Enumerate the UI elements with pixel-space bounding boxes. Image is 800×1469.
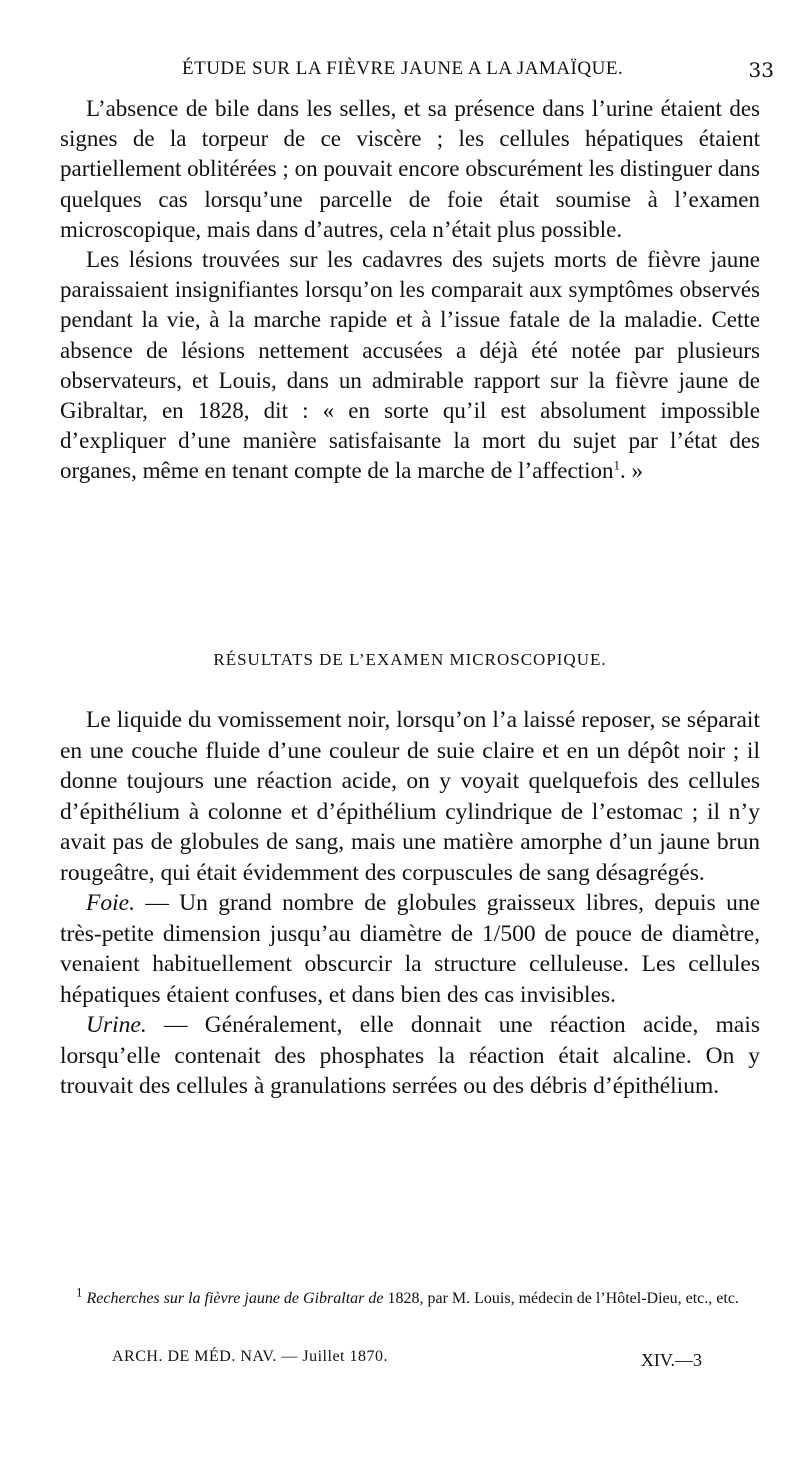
footnote-rest: 1828, par M. Louis, médecin de l’Hôtel-Dieu, etc., etc.	[383, 1290, 739, 1307]
page-footer	[112, 1348, 702, 1372]
running-title: ÉTUDE SUR LA FIÈVRE JAUNE A LA JAMAÏQUE.	[182, 58, 624, 79]
printer-signature: XIV.—3	[640, 1350, 702, 1370]
closing-quote: . »	[619, 458, 643, 484]
journal-info: ARCH. DE MÉD. NAV. — Juillet 1870.	[112, 1348, 388, 1365]
footnote-1	[60, 1284, 770, 1309]
running-header	[60, 58, 780, 86]
foie-label: Foie.	[86, 890, 135, 916]
section-clinical-text	[60, 94, 760, 487]
footnote-reference: 1	[613, 457, 620, 473]
footnote-marker: 1	[76, 1284, 83, 1300]
foie-text: — Un grand nombre de globules graisseux libres, depuis une très-petite dimension jusqu’au diamètre de 1/500 de pouce de diamètre, venaient habituellement obscurcir la structure celluleuse. Les cellules hépatiques étaient confuses, et dans bien des cas invisibles.	[60, 890, 760, 1008]
footnote-title: Recherches sur la fièvre jaune de Gibraltar de	[86, 1290, 384, 1307]
paragraph-vomissement: Le liquide du vomissement noir, lorsqu’on l’a laissé reposer, se séparait en une couche fluide d’une couleur de suie claire et en un dépôt noir ; il donne toujours une réaction acide, on y voyait quelquefois des cellules d’épithélium à colonne et d’épithélium cylindrique de l’estomac ; il n’y avait pas de globules de sang, mais une matière amorphe d’un jaune brun rougeâtre, qui était évidemment des corpuscules de sang désagrégés.	[60, 707, 760, 886]
urine-label: Urine.	[86, 1012, 147, 1038]
paragraph-lesions	[60, 245, 760, 487]
paragraph-lesions-text: Les lésions trouvées sur les cadavres des sujets morts de fièvre jaune paraissaient insignifiantes lorsqu’on les comparait aux symptômes observés pendant la vie, à la marche rapide et à l’issue fatale de la maladie. Cette absence de lésions nettement accusées a déjà été notée par plusieurs observateurs, et Louis, dans un admirable rapport sur la fièvre jaune de Gibraltar, en 1828, dit : « en sorte qu’il est absolument impossible d’expliquer d’une manière satisfaisante la mort du sujet par l’état des organes, même en tenant compte de la marche de l’affection	[60, 247, 760, 484]
paragraph-foie	[60, 888, 760, 1010]
footnotes	[60, 1284, 770, 1309]
section-heading: RÉSULTATS DE L’EXAMEN MICROSCOPIQUE.	[213, 650, 607, 669]
paragraph-absence-bile: L’absence de bile dans les selles, et sa présence dans l’urine étaient des signes de la torpeur de ce viscère ; les cellules hépatiques étaient partiellement oblitérées ; on pouvait encore obscurément les distinguer dans quelques cas lorsqu’une parcelle de foie était soumise à l’examen microscopique, mais dans d’autres, cela n’était plus possible.	[60, 96, 760, 242]
urine-text: — Généralement, elle donnait une réaction acide, mais lorsqu’elle contenait des phosphates la réaction était alcaline. On y trouvait des cellules à granulations serrées ou des débris d’épithélium.	[60, 1012, 760, 1099]
paragraph-urine	[60, 1010, 760, 1102]
page-number: 33	[748, 58, 774, 82]
section-microscopic-results	[60, 705, 760, 1102]
